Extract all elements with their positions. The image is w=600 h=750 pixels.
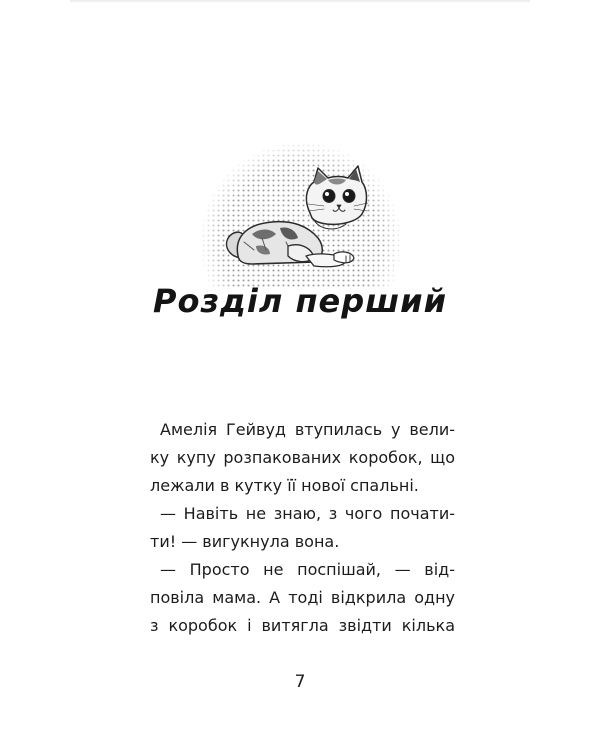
- kitten-illustration: [196, 138, 406, 358]
- text-line: — Просто не поспішай, — від-: [160, 560, 455, 579]
- text-line: з коробок і витягла звідти кілька: [150, 616, 455, 635]
- page-number: 7: [294, 672, 306, 692]
- text-line: Амелія Гейвуд втупилась у вели-: [160, 420, 455, 439]
- text-line: — Навіть не знаю, з чого почати-: [160, 504, 455, 523]
- text-line: повіла мама. А тоді відкрила одну: [150, 588, 455, 607]
- text-line: ку купу розпакованих коробок, що: [150, 448, 455, 467]
- chapter-title: Розділ перший: [153, 282, 447, 320]
- top-edge-shadow: [70, 0, 530, 3]
- body-text: [150, 416, 455, 640]
- text-line: ти! — вигукнула вона.: [150, 532, 340, 551]
- text-line: лежали в кутку її нової спальні.: [150, 476, 419, 495]
